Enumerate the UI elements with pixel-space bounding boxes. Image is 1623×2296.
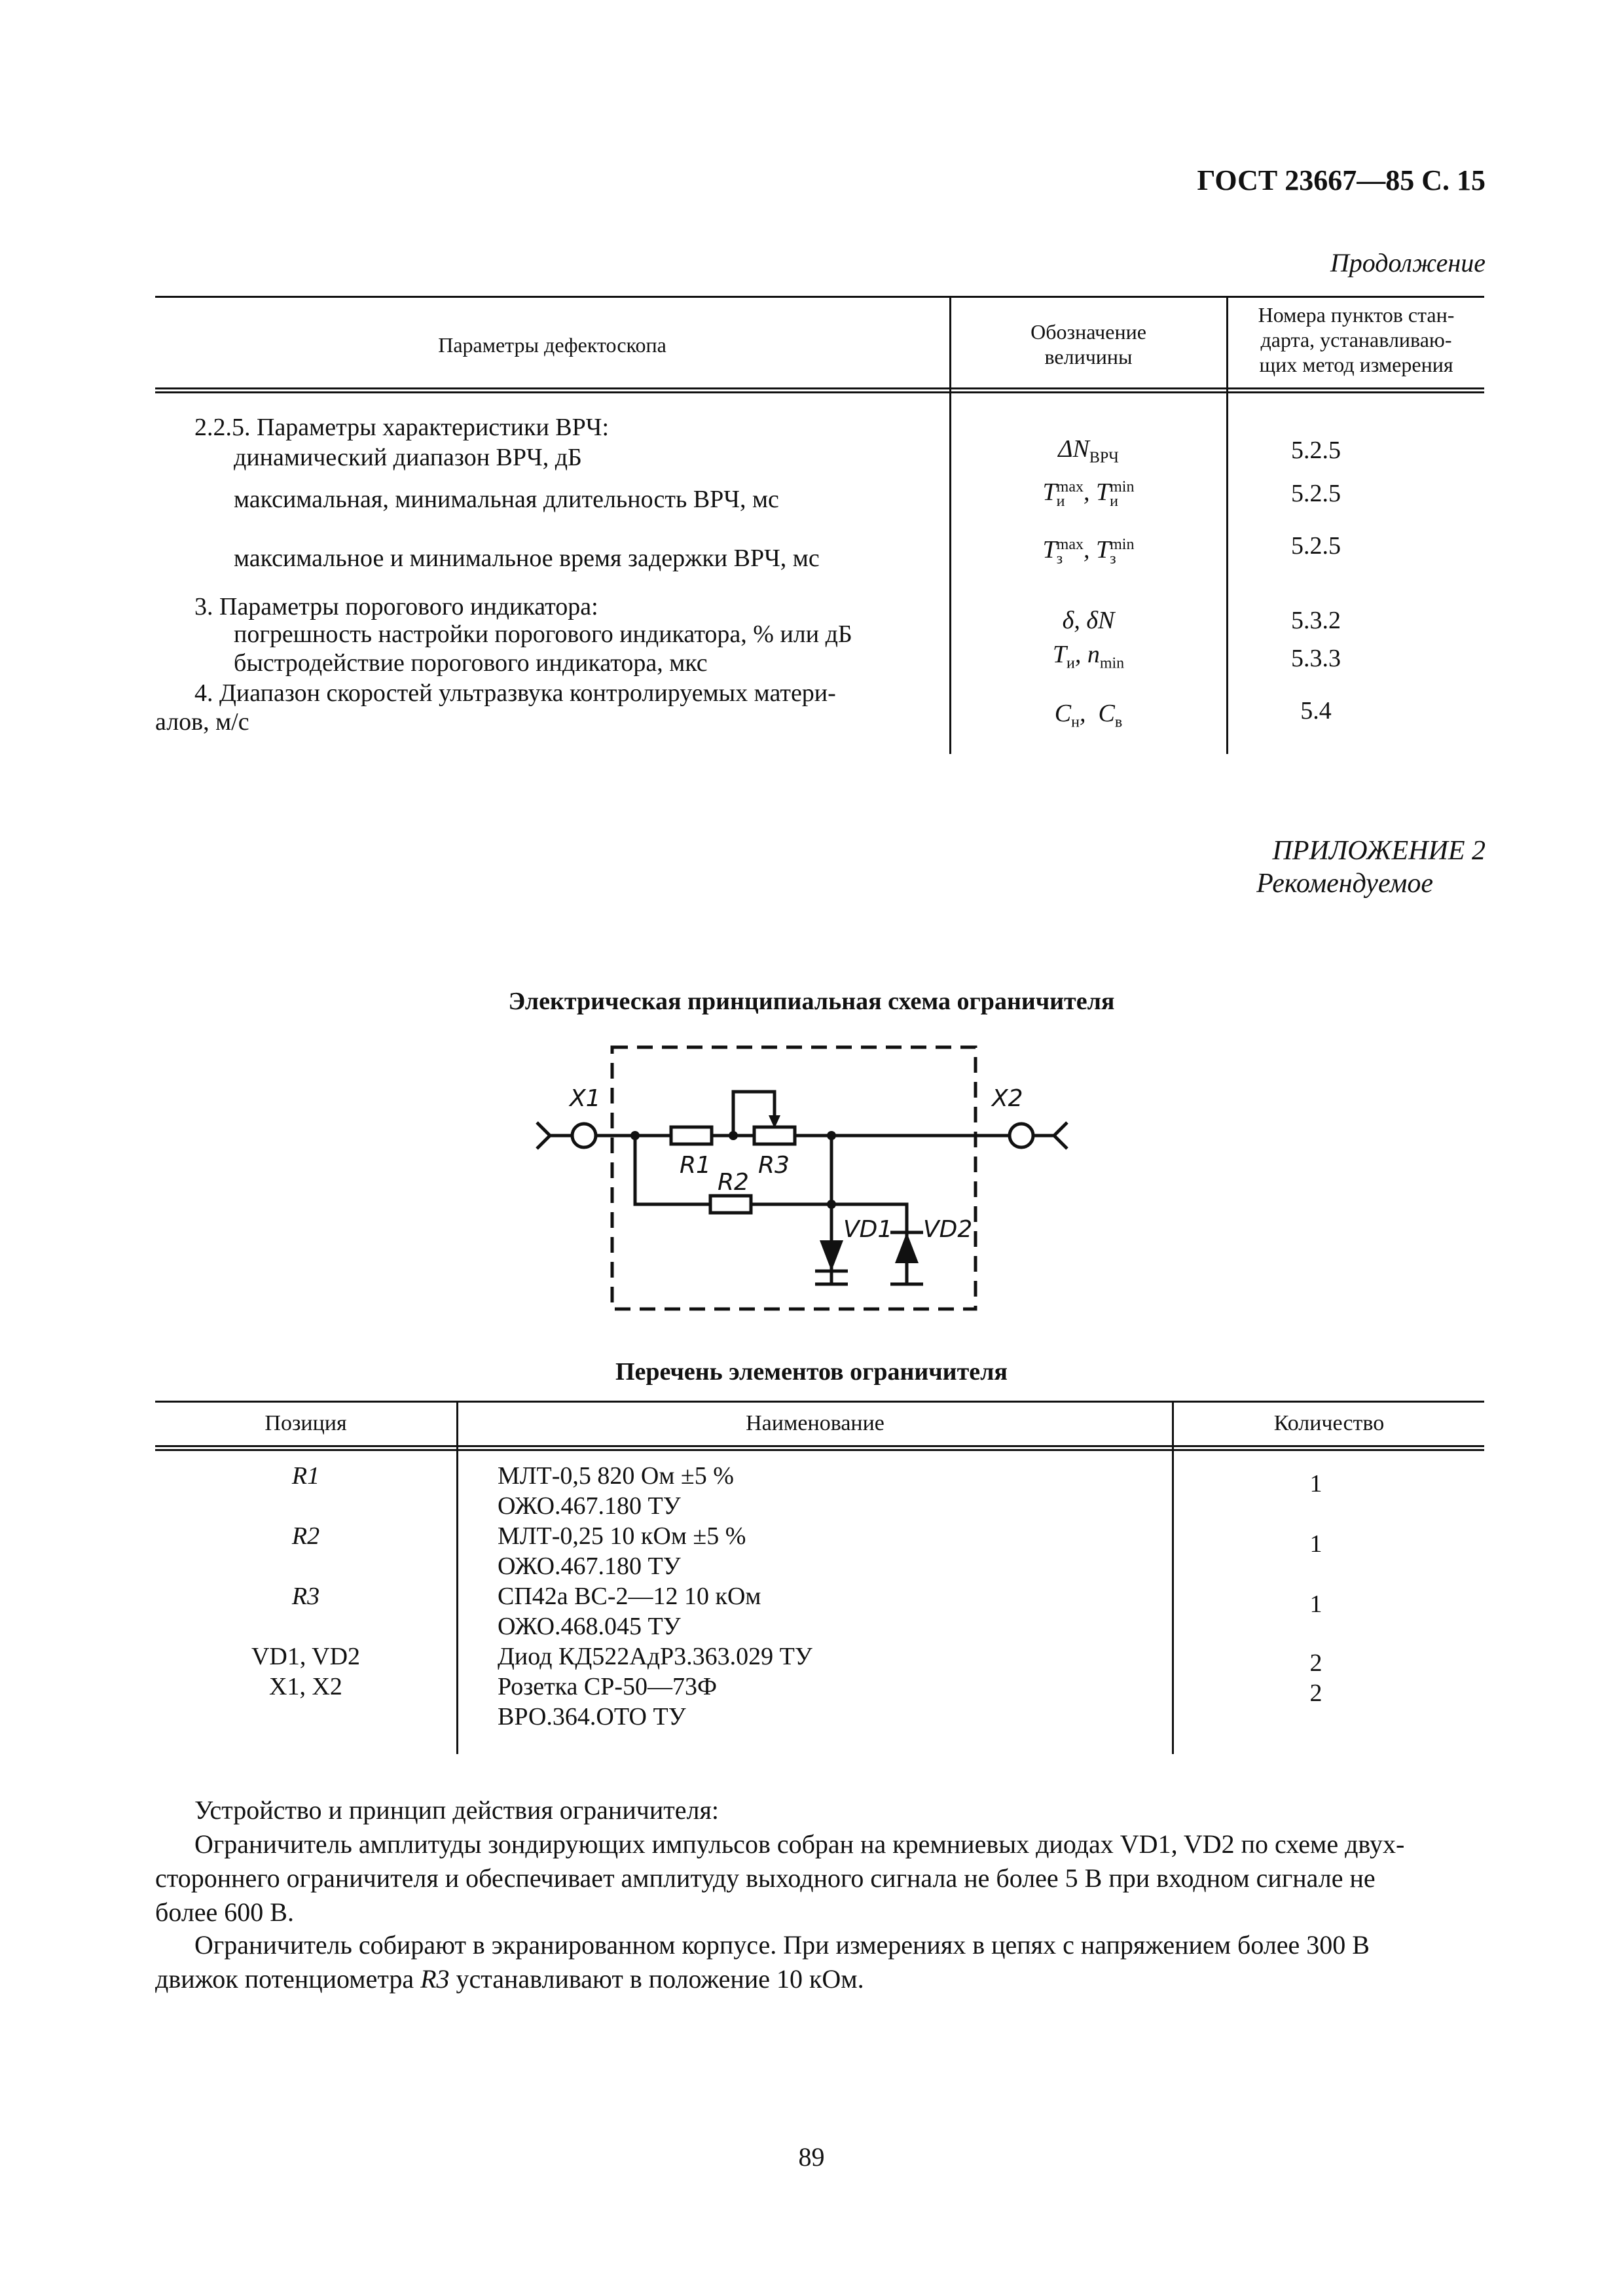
param-row-text: максимальная, минимальная длительность ВРЧ, мс (234, 486, 779, 513)
clause-number: 5.3.2 (1291, 607, 1341, 634)
x2-connector-arrow (1054, 1122, 1067, 1149)
vd2-label: VD2 (923, 1216, 973, 1243)
element-name: Розетка СР-50—73Ф ВРО.364.ОТО ТУ (498, 1673, 718, 1731)
symbol-dynamic-range: $\Delta N_{ВРЧ}$ (1058, 435, 1119, 467)
continuation-label: Продолжение (1330, 248, 1486, 278)
symbol-delay: Tmax з , Tmin з (1042, 536, 1135, 568)
vd1-label: VD1 (843, 1216, 893, 1243)
x1-connector-arrow (537, 1122, 550, 1149)
param-row-text: максимальное и минимальное время задержки ВРЧ, мс (234, 545, 820, 572)
elements-title: Перечень элементов ограничителя (615, 1358, 1008, 1386)
table-header-rule (155, 387, 1484, 389)
symbol-velocity: $C_н$, $C_в$ (1054, 700, 1123, 731)
description-paragraph-1: Ограничитель амплитуды зондирующих импульсов собран на кремниевых диодах VD1, VD2 по схеме двух- стороннего ограничителя и обеспечивает амплитуду выходного сигнала не более 5 В при входном сигнале не более 600 В. (155, 1829, 1405, 1927)
elements-header-rule (155, 1445, 1484, 1447)
table-header-rule-2 (155, 391, 1484, 393)
r2-label: R2 (718, 1169, 749, 1196)
clause-number: 5.3.3 (1291, 645, 1341, 672)
element-quantity: 2 (1309, 1679, 1322, 1707)
element-name: МЛТ-0,25 10 кОм ±5 % ОЖО.467.180 ТУ (498, 1522, 746, 1580)
element-quantity: 1 (1309, 1470, 1322, 1498)
param-row-text: динамический диапазон ВРЧ, дБ (234, 444, 582, 471)
x2-connector-icon (1010, 1124, 1033, 1147)
r2-resistor (710, 1196, 751, 1213)
header-clauses-line3: щих метод измерения (1259, 353, 1453, 376)
element-name: СП42а ВС-2—12 10 кОм ОЖО.468.045 ТУ (498, 1583, 761, 1640)
header-position: Позиция (264, 1411, 347, 1435)
element-name: Диод КД522АдР3.363.029 ТУ (498, 1643, 812, 1670)
elements-divider-1 (456, 1401, 458, 1754)
symbol-duration: Tmax и , Tmin и (1042, 478, 1135, 511)
param-row-text: 4. Диапазон скоростей ультразвука контролируемых матери- (194, 679, 836, 707)
vd1-diode-icon (820, 1240, 843, 1271)
header-clauses-line1: Номера пунктов стан- (1258, 303, 1455, 327)
r3-potentiometer (754, 1127, 795, 1144)
header-name: Наименование (746, 1411, 884, 1435)
element-position: X1, X2 (269, 1673, 342, 1700)
x2-label: X2 (992, 1085, 1023, 1112)
element-position: R3 (291, 1583, 320, 1610)
element-quantity: 1 (1309, 1530, 1322, 1558)
header-symbol-line1: Обозначение (1030, 320, 1146, 344)
param-row-text: погрешность настройки порогового индикатора, % или дБ (234, 620, 852, 648)
r1-resistor (671, 1127, 712, 1144)
appendix-label: ПРИЛОЖЕНИЕ 2 (1272, 836, 1486, 866)
element-position: VD1, VD2 (251, 1643, 361, 1670)
param-row-text: 2.2.5. Параметры характеристики ВРЧ: (194, 414, 610, 441)
limiter-schematic (524, 1034, 1087, 1322)
vd2-diode-icon (895, 1232, 919, 1263)
header-symbol-line2: величины (1044, 345, 1133, 368)
elements-top-rule (155, 1401, 1484, 1403)
description-heading: Устройство и принцип действия ограничителя: (194, 1795, 719, 1825)
appendix-status: Рекомендуемое (1256, 869, 1433, 899)
x1-connector-icon (572, 1124, 596, 1147)
clause-number: 5.2.5 (1291, 480, 1341, 507)
symbol-error: δ, δN (1062, 607, 1115, 634)
page-number: 89 (798, 2142, 825, 2172)
element-quantity: 2 (1309, 1649, 1322, 1677)
x1-label: X1 (570, 1085, 601, 1112)
element-position: R2 (291, 1522, 320, 1550)
element-quantity: 1 (1309, 1590, 1322, 1618)
table-top-rule (155, 296, 1484, 298)
elements-divider-2 (1172, 1401, 1174, 1754)
r3-label: R3 (758, 1152, 790, 1179)
header-symbol (951, 319, 1226, 369)
r1-label: R1 (680, 1152, 711, 1179)
header-quantity: Количество (1273, 1411, 1385, 1435)
header-params: Параметры дефектоскопа (438, 333, 666, 357)
element-name: МЛТ-0,5 820 Ом ±5 % ОЖО.467.180 ТУ (498, 1462, 734, 1520)
clause-number: 5.2.5 (1291, 532, 1341, 560)
param-row-text: 3. Параметры порогового индикатора: (194, 593, 598, 620)
description-paragraph-2: Ограничитель собирают в экранированном корпусе. При измерениях в цепях с напряжением более 300 В движок потенциометра R3 устанавливают в положение 10 кОм. (155, 1930, 1370, 1994)
header-clauses-line2: дарта, устанавливаю- (1260, 328, 1452, 351)
element-position: R1 (291, 1462, 320, 1490)
param-row-text: алов, м/с (155, 708, 249, 736)
symbol-speed: $T_и$, $n_{min}$ (1052, 641, 1125, 672)
shield-enclosure (612, 1047, 976, 1309)
page-header: ГОСТ 23667—85 С. 15 (1197, 164, 1486, 196)
header-clauses (1228, 302, 1484, 377)
clause-number: 5.2.5 (1291, 437, 1341, 464)
clause-number: 5.4 (1300, 697, 1332, 725)
schematic-title: Электрическая принципиальная схема ограничителя (508, 988, 1115, 1015)
elements-header-rule-2 (155, 1449, 1484, 1451)
param-row-text: быстродействие порогового индикатора, мкс (234, 649, 708, 677)
